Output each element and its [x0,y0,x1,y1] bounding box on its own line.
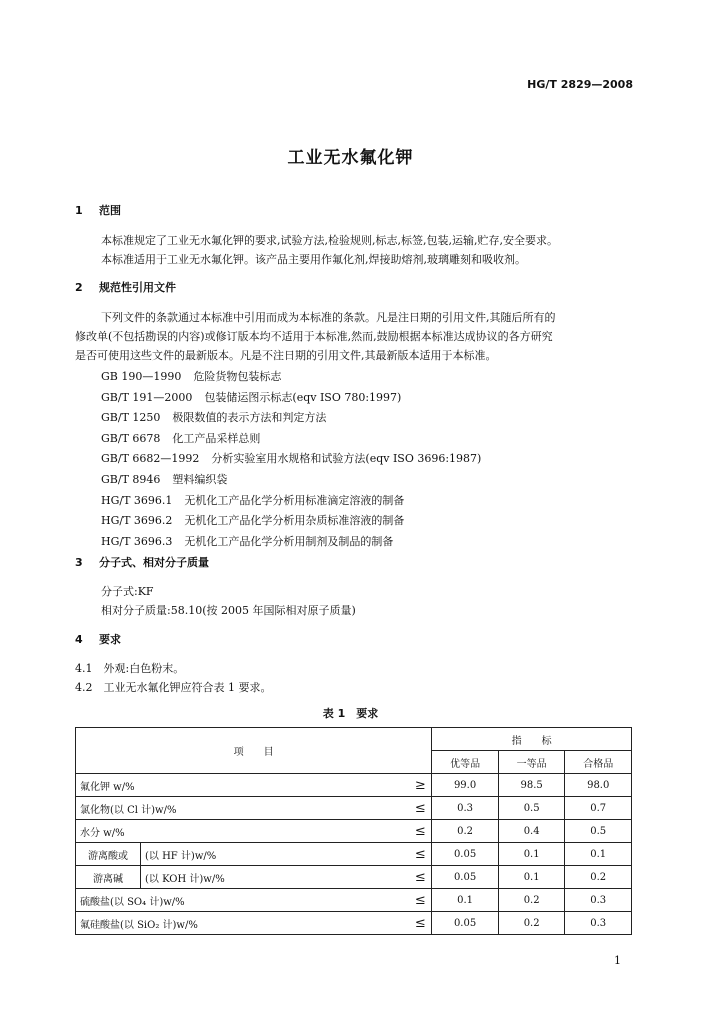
reference-code: HG/T 3696.2 [101,514,173,528]
reference-name: 极限数值的表示方法和判定方法 [172,411,327,425]
reference-name: 分析实验室用水规格和试验方法(eqv ISO 3696:1987) [211,452,482,466]
clause-4-1: 4.1 外观:白色粉末。 [75,662,185,675]
row-value: 0.5 [498,797,565,820]
document-code: HG/T 2829—2008 [527,78,633,91]
reference-item [101,470,481,491]
section-title: 规范性引用文件 [99,281,176,294]
section-number: 1 [75,204,83,217]
section-heading-scope [75,202,121,218]
section-number: 2 [75,281,83,294]
row-value: 0.05 [432,843,499,866]
row-value: 0.2 [565,866,632,889]
reference-item [101,388,481,409]
reference-code: HG/T 3696.3 [101,534,173,548]
section-title: 要求 [99,633,121,646]
section-title: 范围 [99,204,121,217]
row-value: 0.4 [498,820,565,843]
molecular-formula: 分子式:KF [101,585,154,598]
reference-item [101,491,481,512]
reference-item [101,511,481,532]
header-grade: 优等品 [432,751,499,774]
row-value: 0.1 [498,843,565,866]
reference-code: HG/T 3696.1 [101,493,173,507]
row-value: 0.05 [432,912,499,935]
row-symbol: ≥ [409,774,432,797]
reference-name: 塑料编织袋 [172,472,228,486]
reference-code: GB/T 6678 [101,431,161,445]
section-heading-normative-references [75,279,176,295]
row-value: 0.2 [498,912,565,935]
table-row [76,843,632,866]
reference-item [101,408,481,429]
row-item: 硫酸盐(以 SO₄ 计)w/% [76,889,410,912]
document-title: 工业无水氟化钾 [287,148,414,168]
reference-name: 无机化工产品化学分析用杂质标准溶液的制备 [184,514,405,528]
row-item: 水分 w/% [76,820,410,843]
molecular-mass: 相对分子质量:58.10(按 2005 年国际相对原子质量) [101,604,356,617]
section-number: 3 [75,556,83,569]
row-symbol: ≤ [409,797,432,820]
row-symbol: ≤ [409,912,432,935]
table-row [76,797,632,820]
section-heading-requirements [75,631,121,647]
reference-item [101,532,481,553]
row-symbol: ≤ [409,889,432,912]
table-caption: 表 1 要求 [322,707,379,720]
row-value: 0.3 [432,797,499,820]
clause-4-2: 4.2 工业无水氟化钾应符合表 1 要求。 [75,681,272,694]
row-symbol: ≤ [409,843,432,866]
paragraph-line: 修改单(不包括勘误的内容)或修订版本均不适用于本标准,然而,鼓励根据本标准达成协议的各方研究 [75,330,553,343]
reference-name: 化工产品采样总则 [172,431,261,445]
section-heading-formula [75,554,209,570]
row-value: 0.3 [565,889,632,912]
row-value: 0.1 [565,843,632,866]
table-header-row [76,728,632,751]
reference-code: GB 190—1990 [101,370,182,383]
row-value: 0.1 [498,866,565,889]
row-item: 氟硅酸盐(以 SiO₂ 计)w/% [76,912,410,935]
row-value: 98.0 [565,774,632,797]
row-item: (以 KOH 计)w/% [141,866,410,889]
row-symbol: ≤ [409,866,432,889]
row-value: 98.5 [498,774,565,797]
reference-name: 无机化工产品化学分析用制剂及制品的制备 [184,534,394,548]
row-value: 0.2 [432,820,499,843]
reference-name: 危险货物包装标志 [193,370,282,383]
header-grade: 合格品 [565,751,632,774]
row-value: 0.3 [565,912,632,935]
reference-code: GB/T 8946 [101,472,161,486]
paragraph: 本标准规定了工业无水氟化钾的要求,试验方法,检验规则,标志,标签,包装,运输,贮存,安全要求。 [101,234,558,247]
page-number: 1 [614,954,621,967]
reference-item [101,449,481,470]
row-value: 0.1 [432,889,499,912]
reference-name: 无机化工产品化学分析用标准滴定溶液的制备 [184,493,405,507]
row-symbol: ≤ [409,820,432,843]
table-row [76,912,632,935]
row-value: 0.2 [498,889,565,912]
row-group: 游离酸或 [76,843,141,866]
header-grade: 一等品 [498,751,565,774]
paragraph-line: 下列文件的条款通过本标准中引用而成为本标准的条款。凡是注日期的引用文件,其随后所有的 [101,311,556,324]
row-item: 氟化钾 w/% [76,774,410,797]
table-row [76,774,632,797]
requirements-table [75,727,632,935]
reference-item [101,429,481,450]
paragraph: 本标准适用于工业无水氟化钾。该产品主要用作氟化剂,焊接助熔剂,玻璃雕刻和吸收剂。 [101,253,526,266]
reference-item [101,367,481,388]
row-value: 0.7 [565,797,632,820]
reference-name: 包装储运图示标志(eqv ISO 780:1997) [204,390,402,404]
table-row [76,820,632,843]
row-value: 99.0 [432,774,499,797]
reference-code: GB/T 6682—1992 [101,452,200,466]
row-value: 0.05 [432,866,499,889]
header-index: 指 标 [432,728,632,751]
section-number: 4 [75,633,83,646]
paragraph-line: 是否可使用这些文件的最新版本。凡是不注日期的引用文件,其最新版本适用于本标准。 [75,349,497,362]
reference-code: GB/T 1250 [101,411,161,425]
section-title: 分子式、相对分子质量 [99,556,209,569]
header-item: 项 目 [76,728,432,774]
reference-code: GB/T 191—2000 [101,390,193,404]
row-value: 0.5 [565,820,632,843]
table-row [76,889,632,912]
row-group: 游离碱 [76,866,141,889]
reference-list [101,367,481,552]
row-item: 氯化物(以 Cl 计)w/% [76,797,410,820]
table-row [76,866,632,889]
row-item: (以 HF 计)w/% [141,843,410,866]
